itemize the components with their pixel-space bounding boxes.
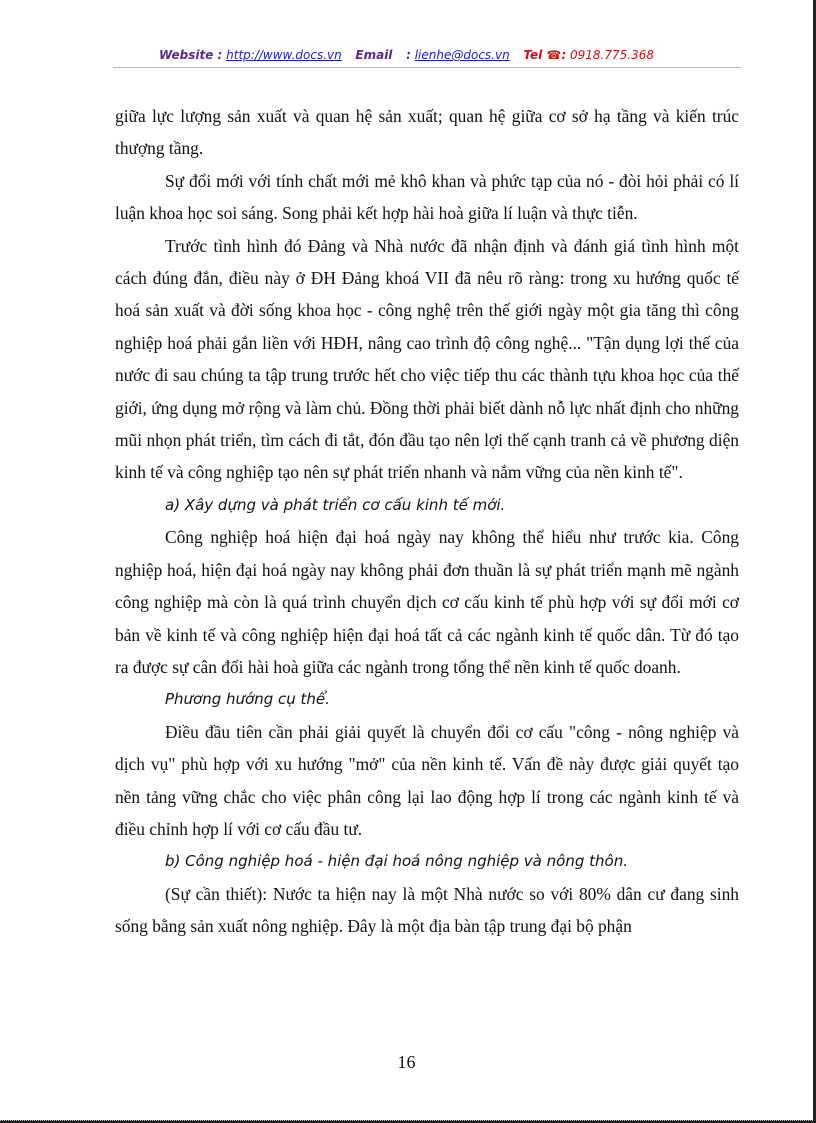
paragraph: Sự đổi mới với tính chất mới mẻ khô khan và phức tạp của nó - đòi hỏi phải có lí luận khoa học soi sáng. Song phải kết hợp hài hoà giữa lí luận và thực tiễn. [115, 170, 739, 224]
section-heading-b: b) Công nghiệp hoá - hiện đại hoá nông nghiệp và nông thôn. [165, 852, 628, 871]
header-divider [113, 67, 741, 68]
page-header [0, 48, 813, 62]
page-bottom-divider [0, 1120, 813, 1121]
phone-label: Tel ☎: [523, 48, 567, 62]
paragraph: Trước tình hình đó Đảng và Nhà nước đã nhận định và đánh giá tình hình một cách đúng đắn, điều này ở ĐH Đảng khoá VII đã nêu rõ ràng: trong xu hướng quốc tế hoá sản xuất và đời sống khoa học - công nghệ trên thế giới ngày một gia tăng thì công nghiệp hoá phải gắn liền với HĐH, nâng cao trình độ công nghệ... "Tận dụng lợi thế của nước đi sau chúng ta tập trung trước hết cho việc tiếp thu các thành tựu khoa học của thế giới, ứng dụng mở rộng và làm chủ. Đồng thời phải biết dành nỗ lực nhất định cho những mũi nhọn phát triển, tìm cách đi tắt, đón đầu tạo nên lợi thế cạnh tranh cả về phương diện kinh tế và công nghiệp tạo nên sự phát triển nhanh và nắm vững của nền kinh tế". [115, 235, 739, 483]
paragraph-continuation: giữa lực lượng sản xuất và quan hệ sản xuất; quan hệ giữa cơ sở hạ tầng và kiến trúc thượng tầng. [115, 106, 739, 159]
section-heading-a: a) Xây dựng và phát triển cơ cấu kinh tế mới. [165, 495, 506, 514]
website-label: Website : [159, 48, 223, 62]
subheading-direction: Phương hướng cụ thể. [165, 690, 330, 709]
paragraph: Điều đầu tiên cần phải giải quyết là chuyển đổi cơ cấu "công - nông nghiệp và dịch vụ" phù hợp với xu hướng "mở" của nền kinh tế. Vấn đề này được giải quyết tạo nền tảng vững chắc cho việc phân công lại lao động hợp lí trong các ngành kinh tế và điều chỉnh hợp lí với cơ cấu đầu tư. [115, 721, 739, 839]
email-link[interactable]: lienhe@docs.vn [414, 48, 510, 62]
paragraph: (Sự cần thiết): Nước ta hiện nay là một Nhà nước so với 80% dân cư đang sinh sống bằng sản xuất nông nghiệp. Đây là một địa bàn tập trung đại bộ phận [115, 883, 739, 937]
page-number: 16 [397, 1052, 416, 1072]
paragraph: Công nghiệp hoá hiện đại hoá ngày nay không thể hiểu như trước kia. Công nghiệp hoá, hiện đại hoá ngày nay không phải đơn thuần là sự phát triển mạnh mẽ ngành công nghiệp mà còn là quá trình chuyển dịch cơ cấu kinh tế phù hợp với sự đổi mới cơ bản về kinh tế và công nghiệp hiện đại hoá tất cả các ngành kinh tế quốc dân. Từ đó tạo ra được sự cân đối hài hoà giữa các ngành trong tổng thể nền kinh tế quốc doanh. [115, 527, 739, 677]
email-separator: : [406, 48, 411, 62]
phone-number: 0918.775.368 [570, 48, 654, 62]
website-link[interactable]: http://www.docs.vn [226, 48, 342, 62]
email-label: Email [355, 48, 393, 62]
document-body [115, 100, 739, 943]
